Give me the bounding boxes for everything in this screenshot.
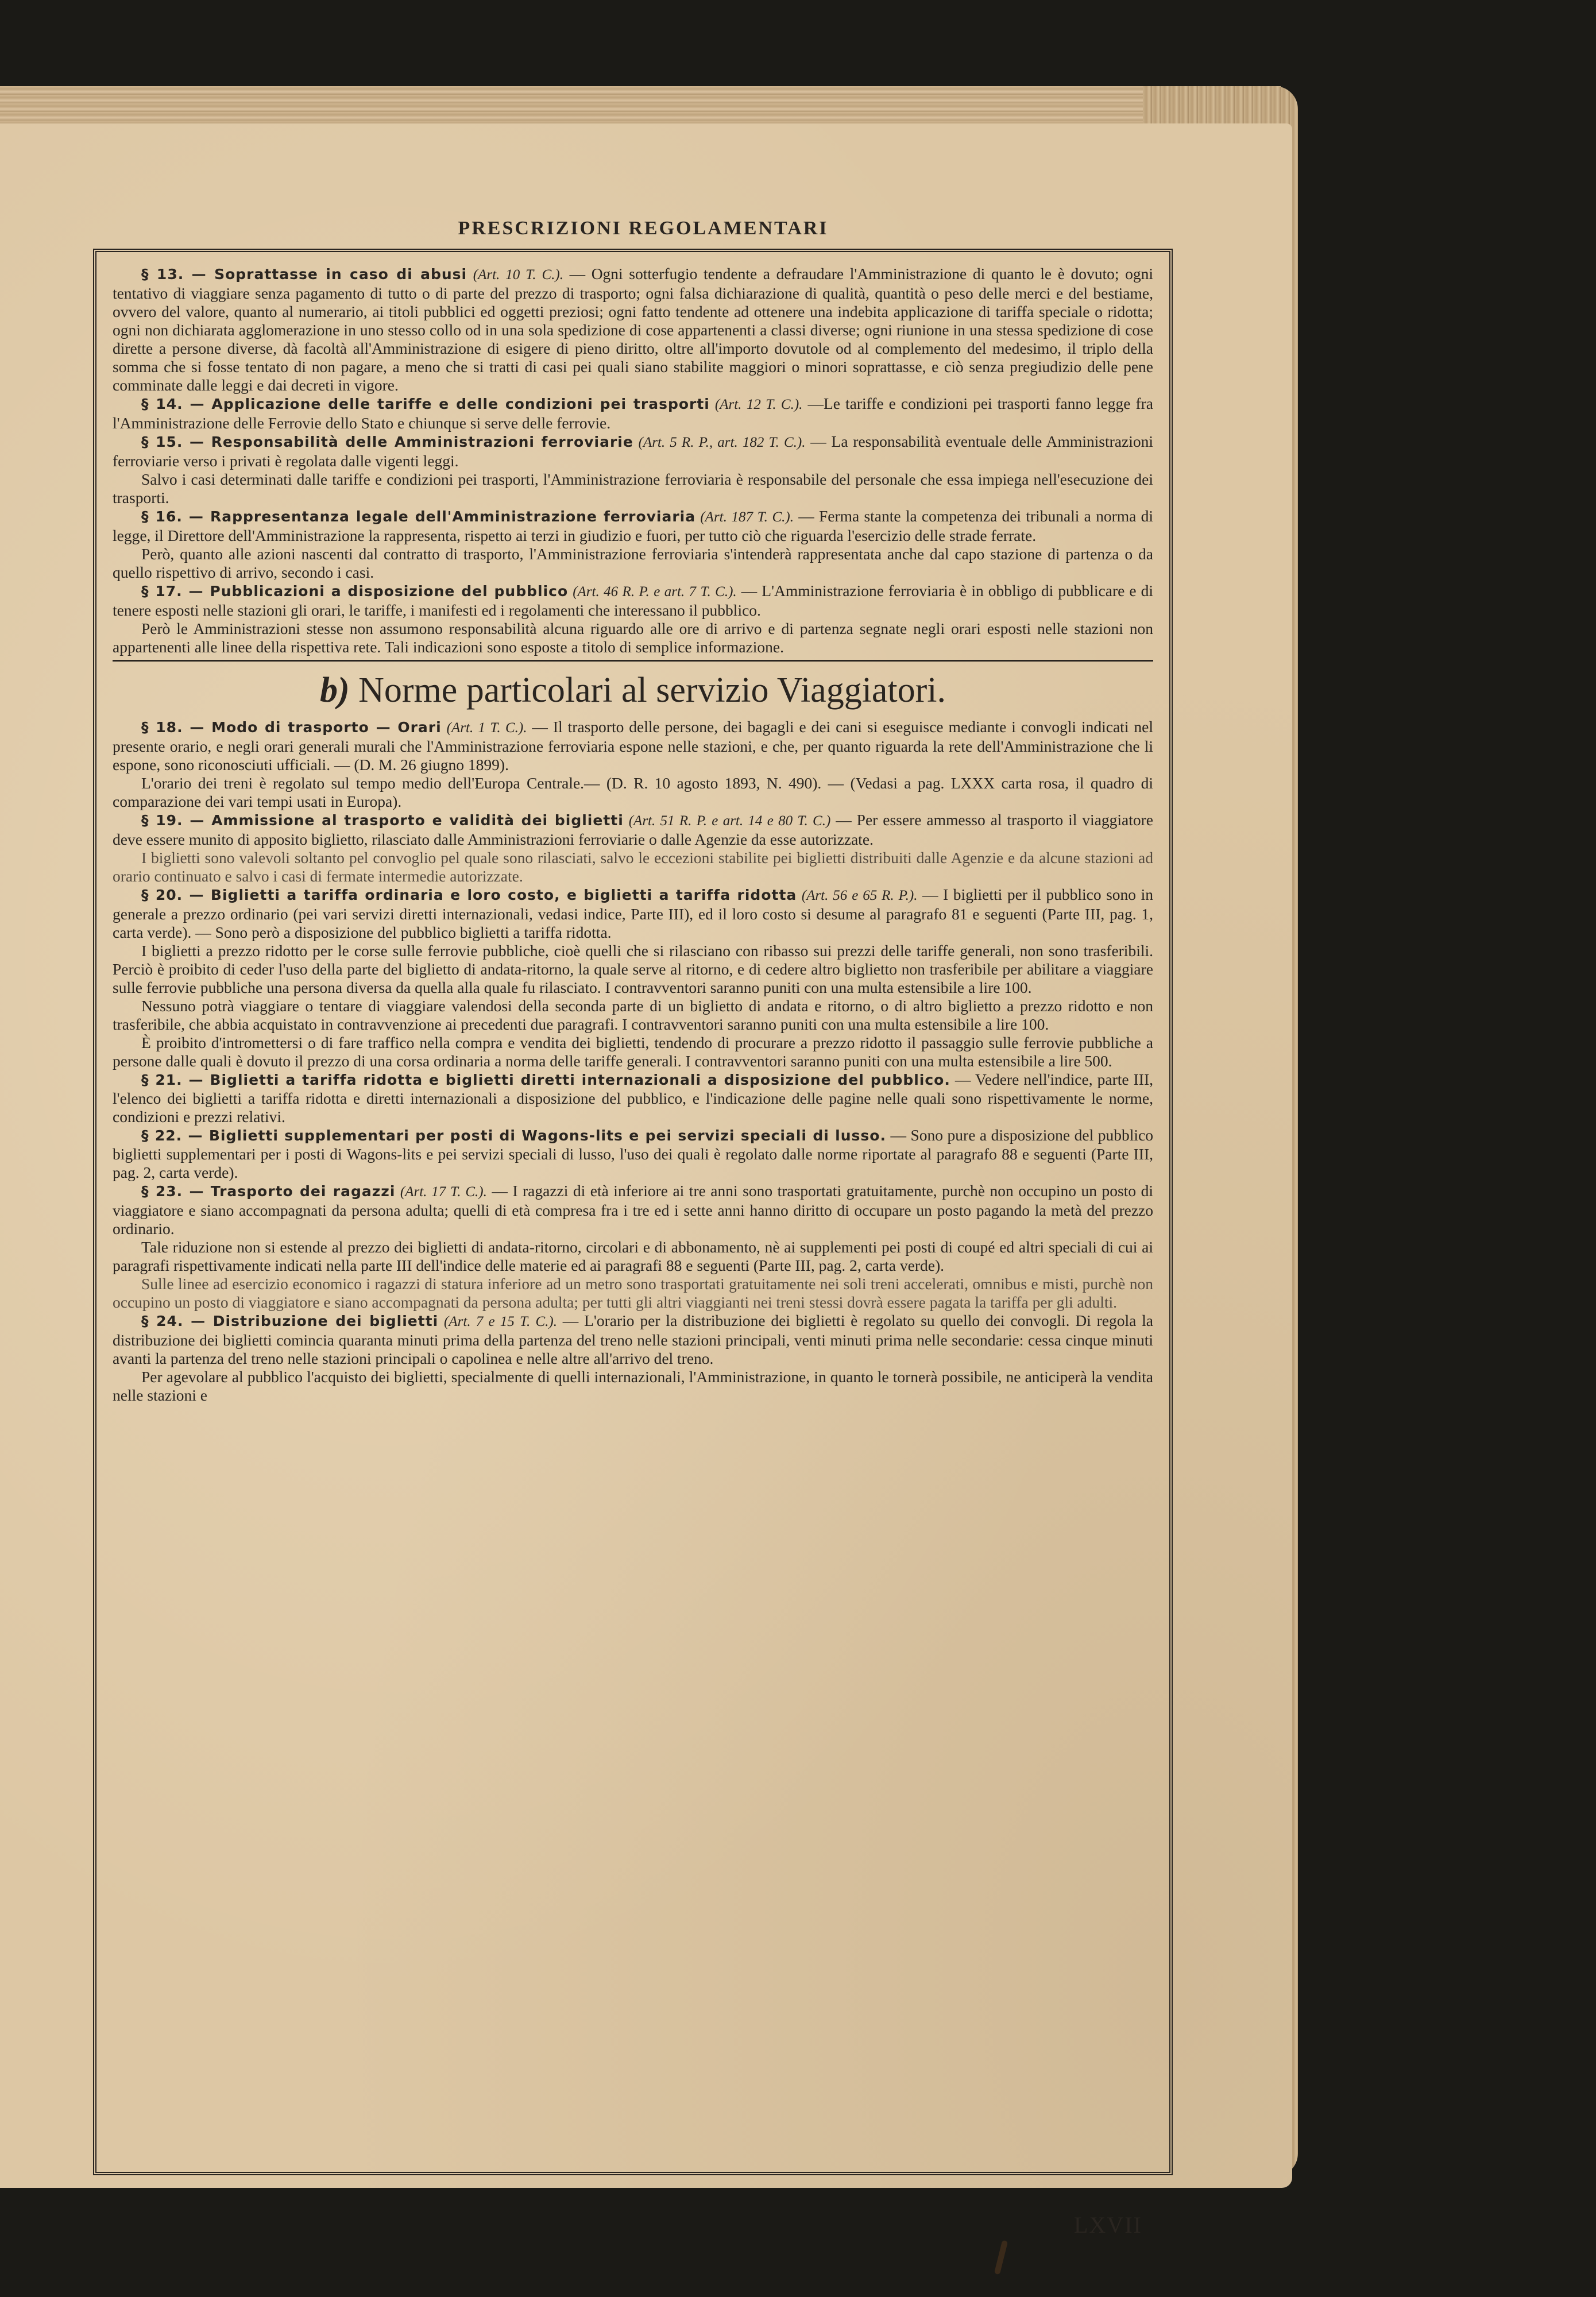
paragraph — [113, 545, 1153, 582]
article-reference: (Art. 187 T. C.). — [700, 509, 794, 525]
paragraph-heading — [141, 1072, 950, 1088]
text-body — [113, 265, 1153, 1405]
paragraph — [113, 718, 1153, 774]
paragraph-heading — [141, 1127, 886, 1144]
paragraph-text: Però le Amministrazioni stesse non assumono responsabilità alcuna riguardo alle ore di arrivo e di partenza segnate negli orari esposti nelle stazioni non appartenenti alle linee della rispettiva rete. Tali indicazioni sono esposte a titolo di semplice informazione. — [113, 620, 1153, 656]
paragraph-title: — Trasporto dei ragazzi — [189, 1183, 396, 1200]
section-divider — [113, 660, 1153, 662]
article-reference: (Art. 51 R. P. e art. 14 e 80 T. C.) — [628, 813, 831, 829]
paragraph-text: — L'Amministrazione ferroviaria è in obbligo di pubblicare e di tenere esposti nelle stazioni gli orari, le tariffe, i manifesti ed i regolamenti che interessano il pubblico. — [113, 582, 1153, 619]
paragraph-heading — [141, 508, 695, 525]
article-reference: (Art. 17 T. C.). — [400, 1184, 487, 1200]
paragraph-heading — [141, 434, 633, 450]
paragraph — [113, 849, 1153, 885]
paragraph — [113, 774, 1153, 811]
paragraph — [113, 432, 1153, 470]
paragraph-text: — Per essere ammesso al trasporto il viaggiatore deve essere munito di apposito biglietto, rilasciato dalle Amministrazioni ferroviarie o dalle Agenzie da esse autorizzate. — [113, 811, 1154, 848]
paragraph-text: — Vedere nell'indice, parte III, l'elenco dei biglietti a tariffa ridotta e diretti internazionali a disposizione del pubblico, e l'indicazione delle pagine nelle quali sono rispettivamente le norme, condizioni e prezzi relativi. — [113, 1070, 1153, 1126]
paragraph-text: — Sono pure a disposizione del pubblico biglietti supplementari per i posti di Wagons-lits e pei servizi speciali di lusso, l'uso dei quali è regolato dalle norme riportate al paragrafo 88 e seguenti (Parte III, pag. 2, carta verde). — [113, 1126, 1154, 1181]
paragraph-title: — Rappresentanza legale dell'Amministrazione ferroviaria — [188, 508, 696, 525]
paragraph-number: § 18. — [141, 719, 183, 736]
paragraph — [113, 507, 1153, 545]
paragraph-number: § 21. — [141, 1072, 183, 1088]
paragraph-text: Nessuno potrà viaggiare o tentare di viaggiare valendosi della seconda parte di un biglietto di andata e ritorno, o di altro biglietto a prezzo ridotto e non trasferibile, che abbia acquistato in contravvenzione ai precedenti due paragrafi. I contravventori saranno puniti con una multa estensibile a lire 100. — [113, 997, 1153, 1033]
paragraph-number: § 14. — [141, 396, 183, 412]
paragraph-title: — Responsabilità delle Amministrazioni ferroviarie — [190, 434, 633, 450]
section-b-title — [113, 667, 1153, 713]
paragraph — [113, 1238, 1153, 1275]
paragraph-text: — Il trasporto delle persone, dei bagagli e dei cani si eseguisce mediante i convogli indicati nel presente orario, e negli orari generali murali che l'Amministrazione ferroviaria espone nelle stazioni, e che, per quanto riguarda la rete dell'Amministrazione che li espone, sono riconosciuti ufficiali. — (D. M. 26 giugno 1899). — [113, 718, 1154, 774]
paragraph-title: — Biglietti a tariffa ordinaria e loro costo, e biglietti a tariffa ridotta — [189, 887, 797, 903]
paragraph — [113, 1034, 1153, 1070]
paragraph-number: § 20. — [141, 887, 183, 903]
paragraph — [113, 1126, 1153, 1182]
paragraph-text: L'orario dei treni è regolato sul tempo medio dell'Europa Centrale.— (D. R. 10 agosto 1893, N. 490). — (Vedasi a pag. LXXX carta rosa, il quadro di comparazione dei vari tempi usati in Europa). — [113, 774, 1153, 810]
paragraph-number: § 22. — [141, 1127, 183, 1144]
paragraph-text: Salvo i casi determinati dalle tariffe e condizioni pei trasporti, l'Amministrazione ferroviaria è responsabile del personale che essa impiega nell'esecuzione dei trasporti. — [113, 470, 1153, 506]
paragraph — [113, 1368, 1153, 1405]
paragraph — [113, 885, 1153, 942]
section-b — [113, 718, 1153, 1405]
paragraph — [113, 265, 1153, 395]
paragraph-heading — [141, 266, 467, 283]
paragraph-heading — [141, 396, 710, 412]
paragraph-text: — L'orario per la distribuzione dei biglietti è regolato su quello dei convogli. Di regola la distribuzione dei biglietti comincia quaranta minuti prima della partenza del treno nelle stazioni principali, venti minuti prima nelle secondarie: cessa cinque minuti avanti la partenza del treno nelle stazioni principali o capolinea e nelle altre all'arrivo del treno. — [113, 1312, 1154, 1367]
running-head: PRESCRIZIONI REGOLAMENTARI — [458, 218, 829, 239]
paragraph-text: Sulle linee ad esercizio economico i ragazzi di statura inferiore ad un metro sono trasportati gratuitamente nei soli treni accelerati, omnibus e misti, purchè non occupino un posto di viaggiatore e siano accompagnati da persona adulta; per tutti gli altri viaggianti nei treni stessi dovrà essere pagata la tariffa per gli adulti. — [113, 1275, 1153, 1311]
paragraph-text: — Ferma stante la competenza dei tribunali a norma di legge, il Direttore dell'Amministrazione la rappresenta, rispetto ai terzi in giudizio e fuori, per tutto ciò che riguarda l'esercizio delle strade ferrate. — [113, 507, 1153, 544]
section-a — [113, 265, 1153, 656]
page-number: LXVII — [1074, 2212, 1142, 2238]
paragraph-text: È proibito d'intromettersi o di fare traffico nella compra e vendita dei biglietti, tendendo di procurare a prezzo ridotto il passaggio sulle ferrovie pubbliche a persone dalle quali è dovuto il prezzo di una corsa ordinaria a norma delle tariffe generali. I contravventori saranno puniti con una multa estensibile a lire 500. — [113, 1034, 1153, 1070]
paragraph-text: Tale riduzione non si estende al prezzo dei biglietti di andata-ritorno, circolari e di abbonamento, nè ai supplementi pei posti di coupé ed altri speciali di cui ai paragrafi rispettivamente indicati nella parte III dell'indice delle materie ed ai paragrafi 88 e seguenti (Parte III, pag. 2, carta verde). — [113, 1238, 1153, 1274]
paragraph-title: — Pubblicazioni a disposizione del pubblico — [188, 583, 569, 600]
paragraph — [113, 811, 1153, 849]
paragraph-number: § 19. — [141, 812, 183, 829]
paragraph-heading — [141, 583, 568, 600]
section-b-title-text: Norme particolari al servizio Viaggiatori. — [358, 671, 946, 710]
paragraph-text: Per agevolare al pubblico l'acquisto dei biglietti, specialmente di quelli internazionali, l'Amministrazione, in quanto le tornerà possibile, ne anticiperà la vendita nelle stazioni e — [113, 1368, 1153, 1404]
paragraph-text: Però, quanto alle azioni nascenti dal contratto di trasporto, l'Amministrazione ferroviaria s'intenderà rappresentata anche dal capo stazione di partenza o da quello rispettivo di arrivo, secondo i casi. — [113, 545, 1153, 581]
paragraph-number: § 16. — [141, 508, 183, 525]
paragraph — [113, 620, 1153, 656]
paragraph-title: — Soprattasse in caso di abusi — [191, 266, 467, 283]
paragraph-text: — I ragazzi di età inferiore ai tre anni sono trasportati gratuitamente, purchè non occupino un posto di viaggiatore e siano accompagnati da persona adulta; quelli di età compresa fra i tre ed i sette anni hanno diritto di occupare un posto pagando la metà del prezzo ordinario. — [113, 1182, 1153, 1238]
article-reference: (Art. 7 e 15 T. C.). — [444, 1314, 557, 1329]
paragraph — [113, 1312, 1153, 1368]
article-reference: (Art. 10 T. C.). — [473, 267, 563, 283]
article-reference: (Art. 12 T. C.). — [714, 397, 803, 412]
paragraph-text: I biglietti a prezzo ridotto per le corse sulle ferrovie pubbliche, cioè quelli che si rilasciano con ribasso sui prezzi delle tariffe generali, non sono trasferibili. Perciò è proibito di ceder l'uso della parte del biglietto di andata-ritorno, la quale serve al ritorno, e di cedere altro biglietto non trasferibile per abilitare a viaggiare sulle ferrovie pubbliche una persona diversa da quella alla quale fu rilasciato. I contravventori saranno puniti con una multa estensibile a lire 100. — [113, 942, 1153, 996]
paragraph-number: § 13. — [141, 266, 184, 283]
paragraph-text: I biglietti sono valevoli soltanto pel convoglio pel quale sono rilasciati, salvo le eccezioni stabilite pei biglietti distribuiti dalle Agenzie e da alcune stazioni ad orario continuato e salvo i casi di fermate intermedie autorizzate. — [113, 849, 1153, 885]
article-reference: (Art. 56 e 65 R. P.). — [801, 888, 918, 903]
article-reference: (Art. 1 T. C.). — [446, 720, 527, 736]
article-reference: (Art. 5 R. P., art. 182 T. C.). — [638, 435, 806, 450]
paragraph-title: — Biglietti a tariffa ridotta e biglietti diretti internazionali a disposizione del pubblico. — [188, 1072, 950, 1088]
paragraph-text: — Ogni sotterfugio tendente a defraudare l'Amministrazione di quanto le è dovuto; ogni tentativo di viaggiare senza pagamento di tutto o di parte del prezzo di trasporto; ogni falsa dichiarazione di qualità, quantità o peso delle merci e del bestiame, ovvero del valore, quanto al numerario, ai titoli pubblici ed oggetti preziosi; ogni fatto tendente ad ottenere una indebita applicazione di tariffa speciale o ridotta; ogni non dichiarata agglomerazione in uno stesso collo od in una sola spedizione di cose appartenenti a classi diverse; ogni riunione in una stessa spedizione di cose dirette a persone diverse, dà facoltà all'Amministrazione di esigere di pieno diritto, oltre all'importo dovutole od al complemento del medesimo, il triplo della somma che si fosse tentato di non pagare, a meno che si tratti di casi pei quali siano stabilite maggiori o minori soprattasse, e ciò senza pregiudizio delle pene comminate dalle leggi e dai decreti in vigore. — [113, 265, 1154, 394]
paragraph-number: § 23. — [141, 1183, 183, 1200]
paragraph — [113, 942, 1153, 997]
article-reference: (Art. 46 R. P. e art. 7 T. C.). — [573, 584, 737, 600]
ink-mark — [994, 2240, 1008, 2275]
paragraph — [113, 395, 1153, 432]
paragraph-number: § 15. — [141, 434, 183, 450]
text-frame — [93, 249, 1173, 2175]
paragraph-heading — [141, 812, 624, 829]
paragraph — [113, 997, 1153, 1034]
paragraph-title: — Ammissione al trasporto e validità dei biglietti — [190, 812, 624, 829]
section-b-letter: b) — [319, 671, 350, 710]
paragraph-heading — [141, 1313, 438, 1329]
paragraph — [113, 1275, 1153, 1312]
paragraph-title: — Applicazione delle tariffe e delle condizioni pei trasporti — [190, 396, 710, 412]
paragraph-number: § 24. — [141, 1313, 184, 1329]
paragraph-text: —Le tariffe e condizioni pei trasporti fanno legge fra l'Amministrazione delle Ferrovie dello Stato e chiunque si serve delle ferrovie. — [113, 395, 1154, 432]
paragraph — [113, 1070, 1153, 1126]
paragraph — [113, 582, 1153, 620]
paragraph-heading — [141, 719, 442, 736]
paragraph — [113, 1182, 1153, 1238]
paragraph-heading — [141, 887, 797, 903]
paragraph-number: § 17. — [141, 583, 183, 600]
paragraph-text: — La responsabilità eventuale delle Amministrazioni ferroviarie verso i privati è regolata dalle vigenti leggi. — [113, 432, 1154, 470]
paragraph-heading — [141, 1183, 395, 1200]
paragraph — [113, 470, 1153, 507]
paragraph-text: — I biglietti per il pubblico sono in generale a prezzo ordinario (pei vari servizi diretti internazionali, vedasi indice, Parte III), ed il loro costo si desume al paragrafo 81 e seguenti (Parte III, pag. 1, carta verde). — Sono però a disposizione del pubblico biglietti a tariffa ridotta. — [113, 885, 1153, 941]
paragraph-title: — Biglietti supplementari per posti di Wagons-lits e pei servizi speciali di lusso. — [188, 1127, 886, 1144]
document-page — [0, 123, 1292, 2238]
paragraph-title: — Distribuzione dei biglietti — [191, 1313, 439, 1329]
paragraph-title: — Modo di trasporto — Orari — [190, 719, 442, 736]
